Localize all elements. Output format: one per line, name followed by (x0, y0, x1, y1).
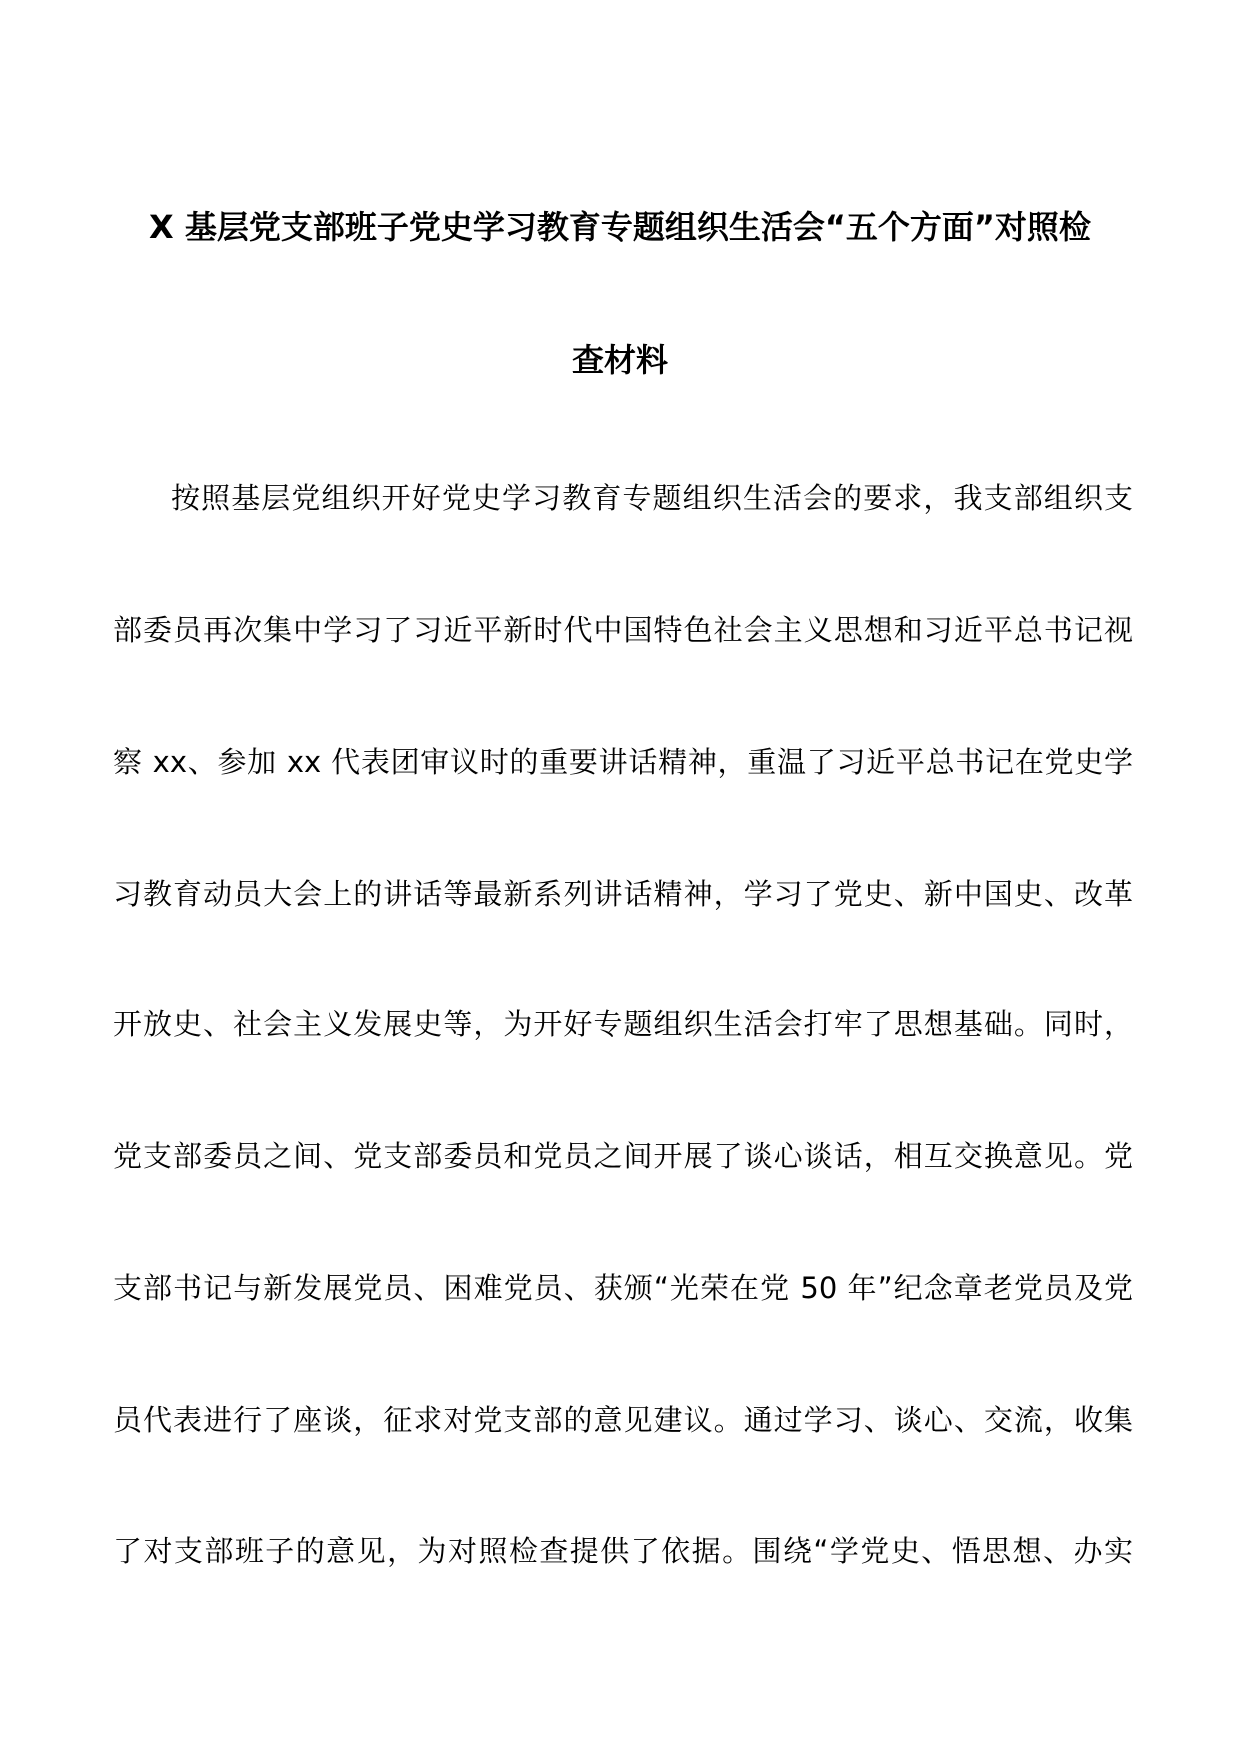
body-paragraph-line-9: 了对支部班子的意见，为对照检查提供了依据。围绕“学党史、悟思想、办实 (113, 1534, 1133, 1568)
body-paragraph-line-4: 习教育动员大会上的讲话等最新系列讲话精神，学习了党史、新中国史、改革 (113, 877, 1133, 911)
document-title-line-1: X 基层党支部班子党史学习教育专题组织生活会“五个方面”对照检 (149, 208, 1091, 246)
body-paragraph-line-3: 察 xx、参加 xx 代表团审议时的重要讲话精神，重温了习近平总书记在党史学 (113, 745, 1133, 779)
body-paragraph-line-7: 支部书记与新发展党员、困难党员、获颁“光荣在党 50 年”纪念章老党员及党 (113, 1271, 1133, 1305)
body-paragraph-line-8: 员代表进行了座谈，征求对党支部的意见建议。通过学习、谈心、交流，收集 (113, 1403, 1133, 1437)
document-title-line-2: 查材料 (571, 341, 668, 379)
body-paragraph-line-6: 党支部委员之间、党支部委员和党员之间开展了谈心谈话，相互交换意见。党 (113, 1139, 1133, 1173)
body-paragraph-line-5: 开放史、社会主义发展史等，为开好专题组织生活会打牢了思想基础。同时， (113, 1007, 1133, 1041)
body-paragraph-line-2: 部委员再次集中学习了习近平新时代中国特色社会主义思想和习近平总书记视 (113, 613, 1133, 647)
body-paragraph-line-1: 按照基层党组织开好党史学习教育专题组织生活会的要求，我支部组织支 (171, 481, 1133, 515)
